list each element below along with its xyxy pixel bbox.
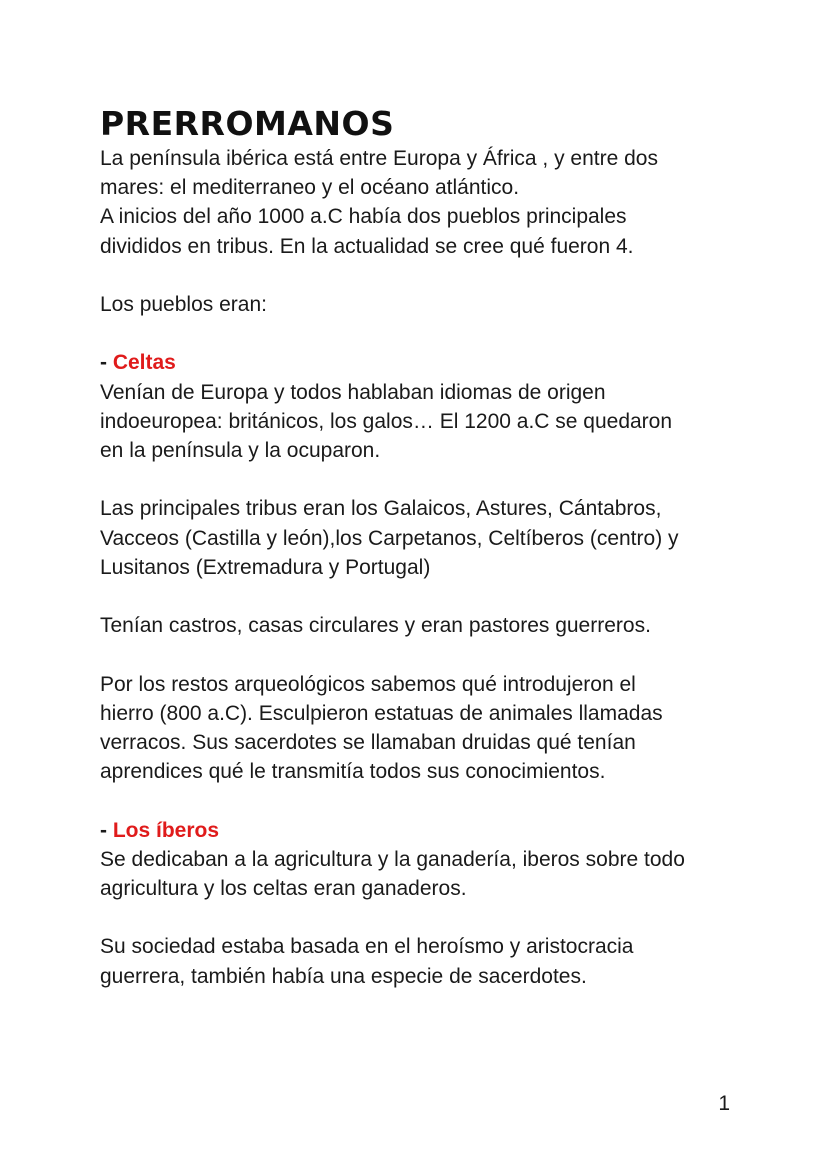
intro-paragraph xyxy=(100,144,760,261)
document-page xyxy=(100,104,760,991)
section-heading-iberos xyxy=(100,816,760,845)
text-line: hierro (800 a.C). Esculpieron estatuas de animales llamadas xyxy=(100,701,663,725)
text-line: Las principales tribus eran los Galaicos, Astures, Cántabros, xyxy=(100,497,662,521)
page-title: PRERROMANOS xyxy=(100,104,395,143)
celtas-paragraph-2 xyxy=(100,494,760,582)
heading-dash: - xyxy=(100,818,113,842)
paragraph-spacer xyxy=(100,582,760,611)
text-line: A inicios del año 1000 a.C había dos pueblos principales xyxy=(100,205,627,229)
text-line: en la península y la ocuparon. xyxy=(100,439,381,462)
pueblos-intro-paragraph xyxy=(100,290,760,319)
text-line: guerrera, también había una especie de sacerdotes. xyxy=(100,964,587,988)
paragraph-spacer xyxy=(100,261,760,290)
text-line: La península ibérica está entre Europa y África , y entre dos xyxy=(100,147,658,170)
celtas-paragraph-1 xyxy=(100,378,760,466)
text-line: Su sociedad estaba basada en el heroísmo y aristocracia xyxy=(100,935,634,959)
paragraph-spacer xyxy=(100,903,760,932)
text-line: Venían de Europa y todos hablaban idiomas de origen xyxy=(100,380,606,404)
paragraph-spacer xyxy=(100,786,760,815)
page-number: 1 xyxy=(718,1092,730,1115)
text-line: Tenían castros, casas circulares y eran pastores guerreros. xyxy=(100,614,651,638)
paragraph-spacer xyxy=(100,640,760,669)
heading-dash: - xyxy=(100,351,113,375)
text-line: aprendices qué le transmitía todos sus conocimientos. xyxy=(100,760,606,784)
celtas-paragraph-3 xyxy=(100,611,760,640)
text-line: Vacceos (Castilla y león),los Carpetanos, Celtíberos (centro) y xyxy=(100,526,679,550)
text-line: Los pueblos eran: xyxy=(100,293,267,316)
paragraph-spacer xyxy=(100,465,760,494)
text-line: indoeuropea: británicos, los galos… El 1200 a.C se quedaron xyxy=(100,409,673,433)
text-line: divididos en tribus. En la actualidad se cree qué fueron 4. xyxy=(100,234,634,258)
text-line: mares: el mediterraneo y el océano atlántico. xyxy=(100,176,520,200)
heading-text: Los íberos xyxy=(112,818,220,842)
text-line: agricultura y los celtas eran ganaderos. xyxy=(100,876,467,900)
iberos-paragraph-1 xyxy=(100,845,760,903)
celtas-paragraph-4 xyxy=(100,670,760,787)
section-heading-celtas xyxy=(100,348,760,377)
heading-text: Celtas xyxy=(112,351,176,375)
iberos-paragraph-2 xyxy=(100,932,760,990)
text-line: Lusitanos (Extremadura y Portugal) xyxy=(100,555,431,579)
paragraph-spacer xyxy=(100,319,760,348)
document-body xyxy=(100,144,760,991)
text-line: Se dedicaban a la agricultura y la ganadería, iberos sobre todo xyxy=(100,847,685,871)
text-line: verracos. Sus sacerdotes se llamaban druidas qué tenían xyxy=(100,730,636,754)
text-line: Por los restos arqueológicos sabemos qué introdujeron el xyxy=(100,672,636,696)
